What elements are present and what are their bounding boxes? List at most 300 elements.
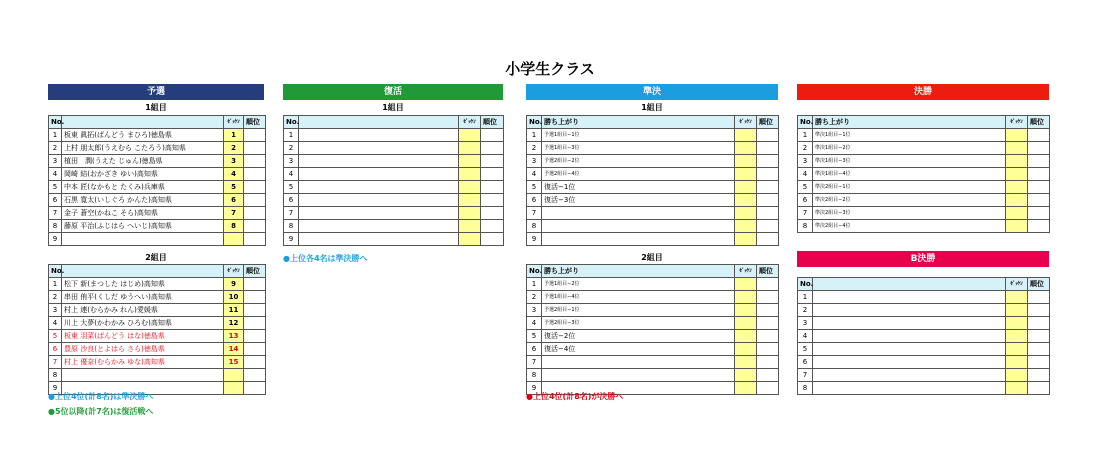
bib-number (735, 304, 757, 317)
column-header-no: No. (798, 116, 813, 129)
fukkatsu-note-1-text: 上位各4名は準決勝へ (289, 254, 368, 263)
row-number: 2 (527, 291, 542, 304)
table-row (284, 233, 504, 246)
row-number: 6 (798, 194, 813, 207)
rank-cell (1028, 330, 1050, 343)
rank-cell (757, 382, 779, 395)
row-number: 1 (527, 278, 542, 291)
row-number: 4 (49, 317, 62, 330)
bib-number (735, 207, 757, 220)
table-row (798, 155, 1050, 168)
bib-number (735, 129, 757, 142)
column-header-rank: 順位 (757, 116, 779, 129)
row-number: 3 (284, 155, 299, 168)
column-header-name (299, 116, 459, 129)
kessho-banner: 決勝 (797, 84, 1049, 100)
row-number: 8 (49, 220, 62, 233)
rank-cell (1028, 304, 1050, 317)
b-kessho-banner: B決勝 (797, 251, 1049, 267)
row-number: 8 (284, 220, 299, 233)
entry-name: 予選1組目−2位 (542, 278, 735, 291)
rank-cell (244, 304, 266, 317)
bib-number (735, 220, 757, 233)
bib-number (1006, 220, 1028, 233)
bib-number (459, 155, 481, 168)
table-row (798, 317, 1050, 330)
column-header-no: No. (527, 265, 542, 278)
bullet-dot-icon: ● (526, 392, 533, 401)
entry-name (299, 129, 459, 142)
bib-number (1006, 356, 1028, 369)
rank-cell (244, 278, 266, 291)
row-number: 7 (798, 207, 813, 220)
table-row (527, 155, 779, 168)
row-number: 6 (527, 194, 542, 207)
row-number: 6 (284, 194, 299, 207)
table-header-row (284, 116, 504, 129)
bib-number (1006, 207, 1028, 220)
entry-name (813, 369, 1006, 382)
bib-number (1006, 369, 1028, 382)
bib-number (1006, 129, 1028, 142)
rank-cell (481, 207, 504, 220)
rank-cell (757, 181, 779, 194)
table-row (527, 291, 779, 304)
table-header-row (527, 265, 779, 278)
row-number: 4 (527, 168, 542, 181)
entry-name (299, 220, 459, 233)
rank-cell (244, 343, 266, 356)
table-row (798, 129, 1050, 142)
row-number: 9 (527, 382, 542, 395)
table-row (49, 181, 266, 194)
column-header-no: No. (284, 116, 299, 129)
rank-cell (244, 369, 266, 382)
entry-name (299, 233, 459, 246)
row-number: 5 (49, 330, 62, 343)
table-row (798, 343, 1050, 356)
column-header-rank: 順位 (244, 265, 266, 278)
table-row (49, 142, 266, 155)
rank-cell (1028, 194, 1050, 207)
row-number: 3 (798, 155, 813, 168)
rank-cell (244, 233, 266, 246)
row-number: 4 (527, 317, 542, 330)
yosen-group1-table (48, 115, 266, 246)
junkessho-group1-label: 1組目 (641, 103, 663, 112)
rank-cell (481, 168, 504, 181)
bib-number (735, 356, 757, 369)
b-kessho-table (797, 277, 1050, 395)
rank-cell (244, 356, 266, 369)
row-number: 2 (798, 142, 813, 155)
table-row (527, 304, 779, 317)
entry-name: 予選1組目−4位 (542, 291, 735, 304)
rank-cell (757, 168, 779, 181)
entry-name (542, 207, 735, 220)
table-row (49, 194, 266, 207)
row-number: 4 (49, 168, 62, 181)
bib-number: 8 (224, 220, 244, 233)
entry-name (542, 369, 735, 382)
rank-cell (757, 291, 779, 304)
table-header-row (527, 116, 779, 129)
table-row (527, 129, 779, 142)
bib-number (459, 194, 481, 207)
table-row (49, 220, 266, 233)
row-number: 3 (49, 155, 62, 168)
row-number: 9 (527, 233, 542, 246)
row-number: 8 (49, 369, 62, 382)
table-row (284, 207, 504, 220)
bullet-dot-icon: ● (283, 254, 290, 263)
fukkatsu-group1-table (283, 115, 504, 246)
bib-number: 2 (224, 142, 244, 155)
entry-name (299, 194, 459, 207)
rank-cell (1028, 369, 1050, 382)
row-number: 1 (527, 129, 542, 142)
table-row (49, 356, 266, 369)
bib-number: 10 (224, 291, 244, 304)
table-row (284, 155, 504, 168)
table-row (798, 142, 1050, 155)
column-header-bib: ｾﾞｯｹﾝ (459, 116, 481, 129)
entry-name (299, 142, 459, 155)
table-row (798, 304, 1050, 317)
column-header-bib: ｾﾞｯｹﾝ (1006, 278, 1028, 291)
row-number: 3 (527, 155, 542, 168)
bib-number (1006, 181, 1028, 194)
table-row (527, 356, 779, 369)
row-number: 5 (49, 181, 62, 194)
entry-name: 予選2組目−1位 (542, 304, 735, 317)
table-row (798, 291, 1050, 304)
row-number: 8 (527, 369, 542, 382)
junkessho-banner: 準決 (526, 84, 778, 100)
bib-number (1006, 382, 1028, 395)
rank-cell (481, 220, 504, 233)
rank-cell (481, 233, 504, 246)
entry-name (542, 233, 735, 246)
table-row (527, 220, 779, 233)
rank-cell (757, 304, 779, 317)
bib-number (1006, 291, 1028, 304)
fukkatsu-banner: 復活 (283, 84, 503, 100)
row-number: 2 (49, 142, 62, 155)
table-row (49, 291, 266, 304)
junkessho-group2-label: 2組目 (641, 253, 663, 262)
entry-name: 準決1組目−4位 (813, 168, 1006, 181)
rank-cell (757, 220, 779, 233)
rank-cell (244, 129, 266, 142)
yosen-note-1-text: 上位4位(計8名)は準決勝へ (54, 392, 154, 401)
table-row (798, 207, 1050, 220)
entry-name: 復活−4位 (542, 343, 735, 356)
entry-name (62, 233, 224, 246)
page-title: 小学生クラス (505, 60, 595, 78)
table-header-row (49, 116, 266, 129)
column-header-rank: 順位 (481, 116, 504, 129)
column-header-advance: 勝ち上がり (542, 116, 735, 129)
entry-name: 予選2組目−2位 (542, 155, 735, 168)
bib-number (459, 207, 481, 220)
yosen-group1-label: 1組目 (145, 103, 167, 112)
entry-name: 川上 大夢(かわかみ ひろむ)高知県 (62, 317, 224, 330)
entry-name (813, 356, 1006, 369)
entry-name (813, 343, 1006, 356)
row-number: 4 (798, 168, 813, 181)
entry-name: 板東 羽菜(ばんどう はな)徳島県 (62, 330, 224, 343)
rank-cell (757, 233, 779, 246)
entry-name: 豊原 沙良(とよはら さら)徳島県 (62, 343, 224, 356)
bullet-dot-icon: ● (48, 407, 55, 416)
entry-name (299, 155, 459, 168)
table-row (527, 343, 779, 356)
row-number: 1 (798, 129, 813, 142)
table-row (527, 194, 779, 207)
bib-number (735, 194, 757, 207)
rank-cell (757, 194, 779, 207)
table-row (49, 278, 266, 291)
entry-name (542, 220, 735, 233)
rank-cell (244, 317, 266, 330)
row-number: 2 (284, 142, 299, 155)
table-row (798, 330, 1050, 343)
column-header-no: No. (49, 116, 62, 129)
bib-number (1006, 155, 1028, 168)
rank-cell (1028, 343, 1050, 356)
row-number: 7 (527, 356, 542, 369)
table-row (284, 129, 504, 142)
column-header-rank: 順位 (757, 265, 779, 278)
rank-cell (244, 382, 266, 395)
entry-name: 予選2組目−4位 (542, 168, 735, 181)
bib-number (224, 369, 244, 382)
rank-cell (244, 207, 266, 220)
entry-name: 復活−2位 (542, 330, 735, 343)
bib-number (735, 142, 757, 155)
entry-name (299, 181, 459, 194)
bib-number (735, 233, 757, 246)
table-row (284, 220, 504, 233)
bib-number (735, 317, 757, 330)
entry-name: 石黒 寛太(いしぐろ かんた)高知県 (62, 194, 224, 207)
bib-number (735, 155, 757, 168)
row-number: 6 (49, 194, 62, 207)
column-header-no: No. (527, 116, 542, 129)
bib-number: 15 (224, 356, 244, 369)
row-number: 7 (284, 207, 299, 220)
entry-name (542, 356, 735, 369)
junkessho-note-1-text: 上位4位(計8名)が決勝へ (532, 392, 624, 401)
entry-name: 準決1組目−1位 (813, 129, 1006, 142)
rank-cell (757, 317, 779, 330)
table-row (49, 129, 266, 142)
rank-cell (1028, 155, 1050, 168)
row-number: 7 (49, 356, 62, 369)
table-row (284, 168, 504, 181)
row-number: 9 (49, 382, 62, 395)
bib-number (1006, 304, 1028, 317)
row-number: 4 (284, 168, 299, 181)
entry-name: 中本 匠(なかもと たくみ)兵庫県 (62, 181, 224, 194)
column-header-bib: ｾﾞｯｹﾝ (224, 116, 244, 129)
bib-number: 6 (224, 194, 244, 207)
table-row (49, 233, 266, 246)
rank-cell (1028, 181, 1050, 194)
entry-name (813, 304, 1006, 317)
entry-name: 村上 優奈(むらかみ ゆな)高知県 (62, 356, 224, 369)
rank-cell (244, 220, 266, 233)
table-row (49, 168, 266, 181)
row-number: 1 (49, 129, 62, 142)
bib-number (1006, 142, 1028, 155)
column-header-rank: 順位 (1028, 116, 1050, 129)
row-number: 4 (798, 330, 813, 343)
entry-name: 岡崎 結(おかざき ゆい)高知県 (62, 168, 224, 181)
rank-cell (1028, 207, 1050, 220)
column-header-advance: 勝ち上がり (813, 116, 1006, 129)
entry-name: 準決2組目−4位 (813, 220, 1006, 233)
entry-name: 復活−3位 (542, 194, 735, 207)
bib-number (735, 291, 757, 304)
bib-number: 3 (224, 155, 244, 168)
row-number: 7 (798, 369, 813, 382)
row-number: 9 (49, 233, 62, 246)
entry-name: 準決2組目−3位 (813, 207, 1006, 220)
table-row (527, 233, 779, 246)
rank-cell (244, 168, 266, 181)
bib-number (735, 181, 757, 194)
row-number: 3 (798, 317, 813, 330)
kessho-table (797, 115, 1050, 233)
table-row (798, 220, 1050, 233)
column-header-bib: ｾﾞｯｹﾝ (735, 116, 757, 129)
table-row (527, 330, 779, 343)
row-number: 8 (527, 220, 542, 233)
column-header-name (62, 265, 224, 278)
rank-cell (481, 129, 504, 142)
table-row (49, 207, 266, 220)
entry-name: 藤原 平治(ふじはら へいじ)高知県 (62, 220, 224, 233)
table-row (527, 369, 779, 382)
rank-cell (1028, 356, 1050, 369)
bib-number (735, 168, 757, 181)
column-header-rank: 順位 (1028, 278, 1050, 291)
row-number: 1 (798, 291, 813, 304)
entry-name: 準決2組目−2位 (813, 194, 1006, 207)
rank-cell (244, 194, 266, 207)
table-row (284, 194, 504, 207)
row-number: 5 (527, 330, 542, 343)
table-row (527, 181, 779, 194)
rank-cell (1028, 142, 1050, 155)
row-number: 9 (284, 233, 299, 246)
row-number: 6 (798, 356, 813, 369)
column-header-name (62, 116, 224, 129)
entry-name: 復活−1位 (542, 181, 735, 194)
row-number: 6 (527, 343, 542, 356)
bib-number (1006, 168, 1028, 181)
row-number: 8 (798, 220, 813, 233)
row-number: 7 (49, 207, 62, 220)
table-row (798, 194, 1050, 207)
bib-number (735, 330, 757, 343)
rank-cell (481, 142, 504, 155)
entry-name: 植田 潤(うえた じゅん)徳島県 (62, 155, 224, 168)
row-number: 3 (527, 304, 542, 317)
rank-cell (481, 181, 504, 194)
entry-name: 上村 朋太郎(うえむら こたろう)高知県 (62, 142, 224, 155)
bib-number (459, 233, 481, 246)
bullet-dot-icon: ● (48, 392, 55, 401)
bib-number: 7 (224, 207, 244, 220)
yosen-note-1 (48, 391, 153, 402)
table-row (798, 181, 1050, 194)
row-number: 3 (49, 304, 62, 317)
rank-cell (757, 369, 779, 382)
bib-number: 13 (224, 330, 244, 343)
row-number: 8 (798, 382, 813, 395)
rank-cell (244, 181, 266, 194)
table-row (49, 330, 266, 343)
table-row (527, 317, 779, 330)
bib-number (735, 343, 757, 356)
row-number: 2 (798, 304, 813, 317)
bib-number (735, 382, 757, 395)
yosen-note-2 (48, 406, 153, 417)
yosen-note-2-text: 5位以降(計7名)は復活戦へ (54, 407, 154, 416)
rank-cell (1028, 382, 1050, 395)
bib-number (459, 220, 481, 233)
table-row (798, 382, 1050, 395)
row-number: 5 (798, 181, 813, 194)
rank-cell (757, 129, 779, 142)
junkessho-note-1 (526, 391, 623, 402)
fukkatsu-note-1 (283, 253, 368, 264)
bib-number: 1 (224, 129, 244, 142)
entry-name: 予選1組目−3位 (542, 142, 735, 155)
row-number: 5 (798, 343, 813, 356)
column-header-no: No. (798, 278, 813, 291)
rank-cell (757, 207, 779, 220)
column-header-rank: 順位 (244, 116, 266, 129)
entry-name (813, 382, 1006, 395)
row-number: 1 (49, 278, 62, 291)
table-row (798, 356, 1050, 369)
entry-name: 串田 侑平(くしだ ゆうへい)高知県 (62, 291, 224, 304)
table-row (527, 142, 779, 155)
yosen-group2-table (48, 264, 266, 395)
bib-number (1006, 343, 1028, 356)
bib-number: 4 (224, 168, 244, 181)
rank-cell (1028, 317, 1050, 330)
yosen-banner: 予選 (48, 84, 264, 100)
table-row (798, 168, 1050, 181)
column-header-name (813, 278, 1006, 291)
bib-number (459, 168, 481, 181)
junkessho-group2-table (526, 264, 779, 395)
bib-number (224, 382, 244, 395)
rank-cell (1028, 168, 1050, 181)
column-header-bib: ｾﾞｯｹﾝ (1006, 116, 1028, 129)
rank-cell (1028, 291, 1050, 304)
bib-number: 11 (224, 304, 244, 317)
bib-number: 5 (224, 181, 244, 194)
bib-number (1006, 317, 1028, 330)
entry-name: 準決1組目−2位 (813, 142, 1006, 155)
bib-number (459, 142, 481, 155)
